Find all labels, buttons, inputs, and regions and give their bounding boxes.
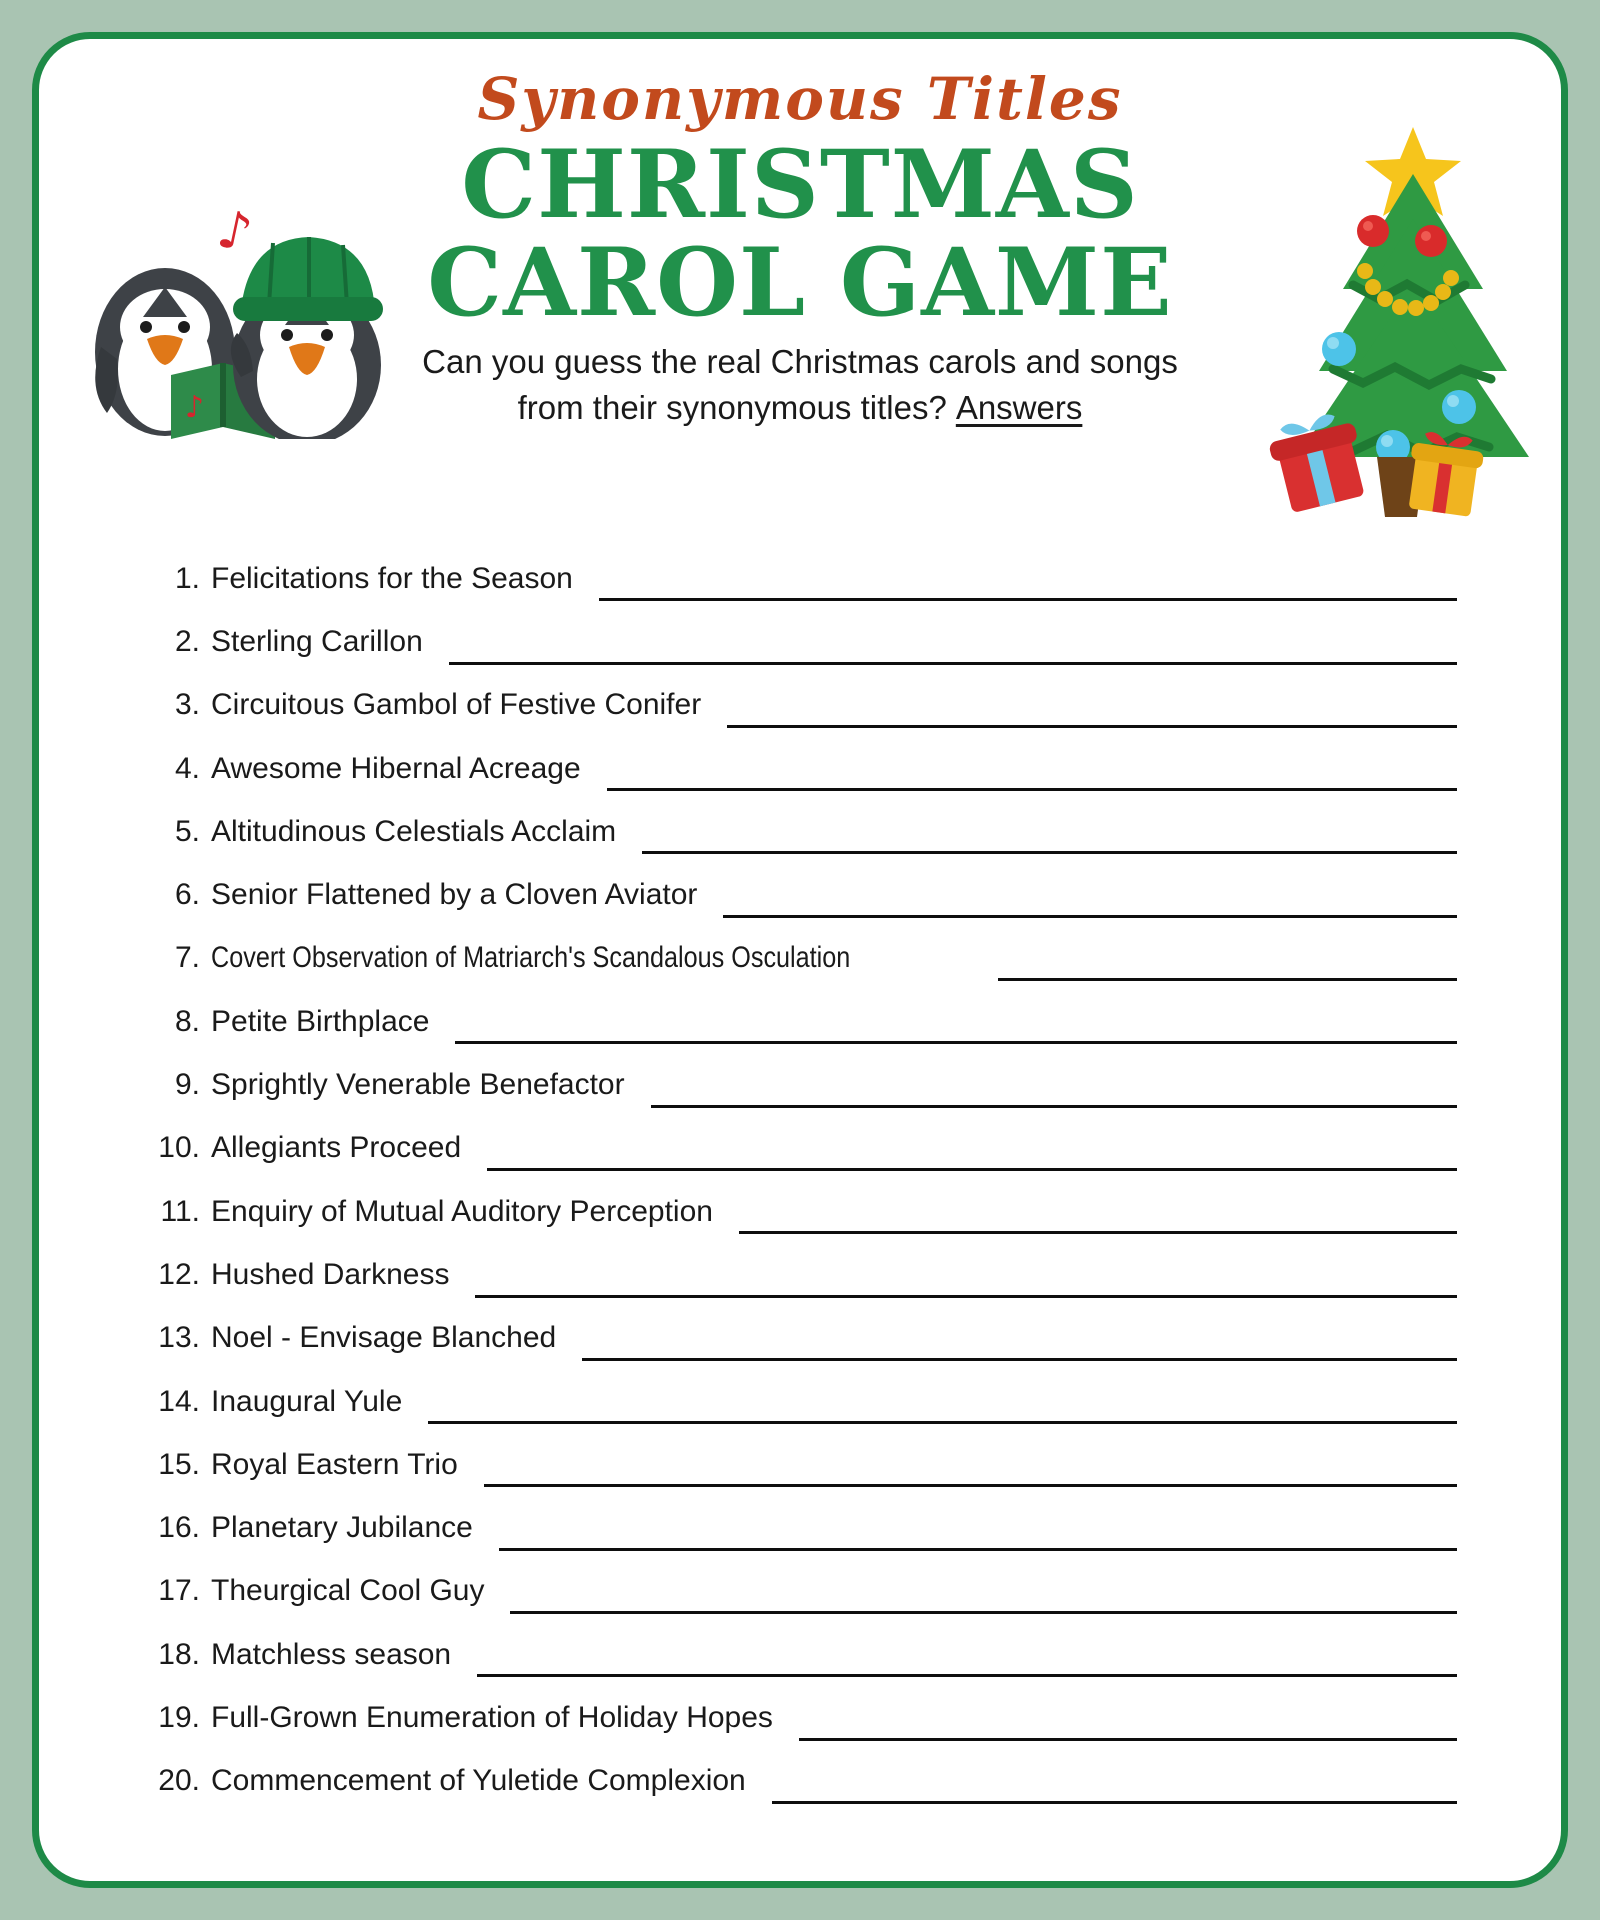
answer-line [582,1358,1457,1361]
answer-line [642,851,1457,854]
subtitle-line1: Can you guess the real Christmas carols and songs [422,343,1178,381]
answer-line [455,1041,1457,1044]
question-text: Sprightly Venerable Benefactor [211,1068,625,1102]
pretitle: Synonymous Titles [477,65,1123,133]
subtitle-line2: from their synonymous titles? [517,388,947,426]
answer-line [499,1548,1457,1551]
worksheet-card [32,32,1568,1888]
music-note-icon: ♪ [185,390,205,425]
question-number: 18. [158,1637,200,1671]
question-row [147,927,1461,990]
question-number: 10. [158,1131,200,1165]
answer-line [772,1801,1457,1804]
question-text: Commencement of Yuletide Complexion [211,1764,746,1798]
question-number: 6. [174,878,200,912]
answer-line [727,725,1457,728]
question-number: 4. [174,751,200,785]
question-row [147,1686,1461,1749]
question-number: 7. [174,941,200,975]
penguin-right [231,237,383,439]
answer-line [484,1484,1457,1487]
page-title-line2: CAROL GAME [427,228,1173,339]
question-row [147,1370,1461,1433]
answer-line [510,1611,1457,1614]
question-text: Noel - Envisage Blanched [211,1321,557,1355]
question-row [147,1307,1461,1370]
question-number: 14. [158,1384,200,1418]
answer-line [651,1105,1457,1108]
beanie-hat [233,237,383,321]
question-text: Inaugural Yule [211,1384,403,1418]
answer-line [998,978,1457,981]
question-text: Royal Eastern Trio [211,1447,458,1481]
answer-line [449,662,1457,665]
question-number: 3. [174,688,200,722]
question-row [147,1750,1461,1813]
question-text: Planetary Jubilance [211,1511,473,1545]
answer-line [723,915,1457,918]
question-row [147,1243,1461,1306]
music-note-icon: ♪ [212,199,258,265]
question-text: Theurgical Cool Guy [211,1574,485,1608]
caroling-penguins-illustration [73,187,389,439]
answers-link[interactable]: Answers [955,388,1083,426]
answer-line [607,788,1457,791]
answer-line [487,1168,1457,1171]
question-number: 16. [158,1511,200,1545]
question-number: 17. [158,1574,200,1608]
christmas-tree-illustration [1261,119,1547,519]
page-title-line1: CHRISTMAS [461,130,1139,240]
question-text: Awesome Hibernal Acreage [211,751,581,785]
question-row [147,1117,1461,1180]
question-row [147,737,1461,800]
question-number: 15. [158,1447,200,1481]
question-row [147,1433,1461,1496]
question-text: Circuitous Gambol of Festive Conifer [211,688,702,722]
question-text: Enquiry of Mutual Auditory Perception [211,1194,713,1228]
question-text: Senior Flattened by a Cloven Aviator [211,878,698,912]
question-row [147,800,1461,863]
answer-line [799,1738,1457,1741]
question-text: Covert Observation of Matriarch's Scandalous Osculation [211,941,851,975]
question-number: 5. [174,814,200,848]
answer-line [739,1231,1457,1234]
question-number: 9. [174,1068,200,1102]
question-text: Hushed Darkness [211,1257,450,1291]
question-row [147,1180,1461,1243]
question-text: Altitudinous Celestials Acclaim [211,814,617,848]
question-row [147,1053,1461,1116]
answer-line [475,1295,1457,1298]
question-text: Felicitations for the Season [211,561,573,595]
question-row [147,1496,1461,1559]
header-text-block [310,39,1290,430]
question-row [147,674,1461,737]
worksheet-header [39,39,1561,509]
question-text: Allegiants Proceed [211,1131,462,1165]
question-number: 12. [158,1257,200,1291]
question-list [39,547,1561,1813]
question-text: Matchless season [211,1637,452,1671]
question-number: 20. [158,1764,200,1798]
question-row [147,863,1461,926]
question-number: 2. [174,624,200,658]
question-number: 1. [174,561,200,595]
question-number: 13. [158,1321,200,1355]
question-number: 19. [158,1700,200,1734]
question-number: 8. [174,1004,200,1038]
tree-branches [1297,174,1529,457]
question-row [147,990,1461,1053]
answer-line [428,1421,1457,1424]
question-row [147,1623,1461,1686]
answer-line [477,1674,1457,1677]
question-row [147,547,1461,610]
answer-line [599,598,1457,601]
question-text: Full-Grown Enumeration of Holiday Hopes [211,1700,773,1734]
question-text: Sterling Carillon [211,624,423,658]
subtitle [310,339,1290,430]
question-row [147,1560,1461,1623]
question-text: Petite Birthplace [211,1004,430,1038]
question-row [147,610,1461,673]
question-number: 11. [160,1194,200,1228]
